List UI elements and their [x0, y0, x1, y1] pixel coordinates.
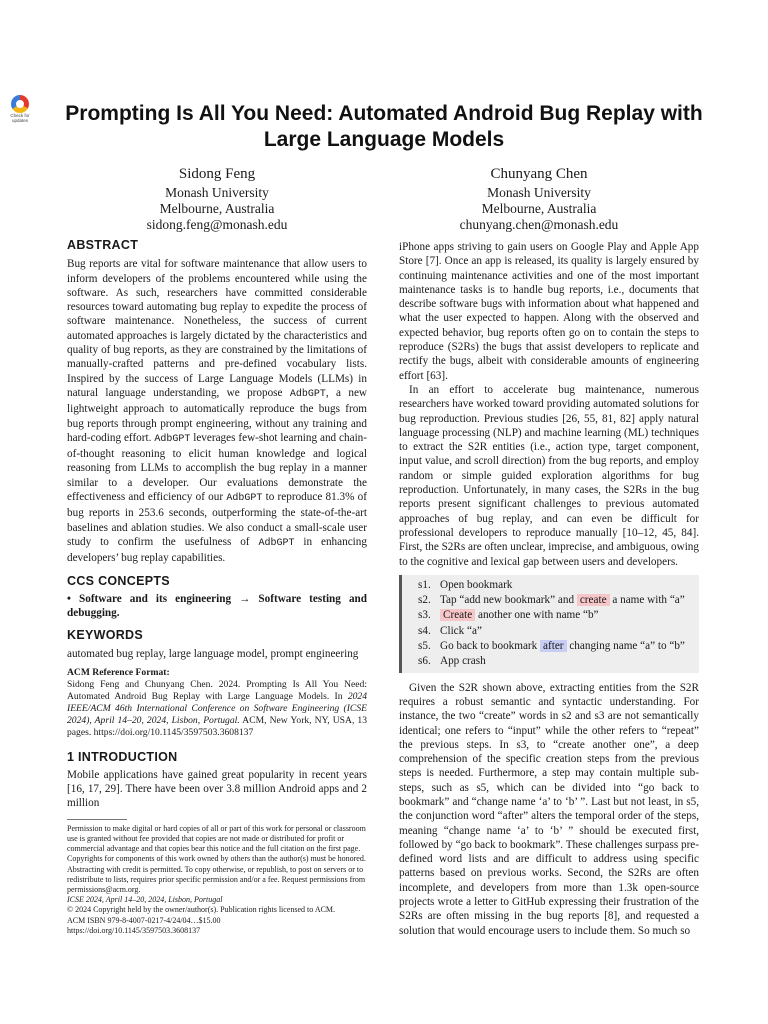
tool-name: AdbGPT: [226, 493, 263, 505]
badge-line1: Check for: [10, 113, 30, 118]
right-column: [399, 240, 699, 938]
author-location: Melbourne, Australia: [481, 201, 597, 216]
author-affiliation: Monash University: [165, 185, 269, 200]
author-block-2: [389, 165, 689, 233]
paper-title: [40, 101, 728, 153]
crossmark-icon: [11, 95, 29, 113]
tool-name: AdbGPT: [258, 537, 295, 549]
paragraph: In an effort to accelerate bug maintenance, numerous researchers have worked toward providing automated solutions for bug reproduction. Previous studies [26, 55, 81, 82] apply natural language processing (NLP) and machine learning (ML) techniques to extract the S2R entities (i.e., action type, target component, input value, and scroll direction) from the bug reports, and employ random or simple guided exploration algorithms for bug reproduction. Unfortunately, in many cases, the S2Rs in the bug reports present significant challenges to previous automated approaches of bug replay, and can even be difficult for professional developers to reproduce manually [10–12, 45, 84]. First, the S2Rs are often unclear, imprecise, and ambiguous, owing to the cognitive and lexical gap between users and developers.: [399, 383, 699, 568]
check-for-updates-badge[interactable]: [5, 95, 35, 127]
highlight-create: Create: [440, 609, 475, 621]
acm-reference: Sidong Feng and Chunyang Chen. 2024. Prompting Is All You Need: Automated Android Bug Replay with Large Language Models. In 2024 IEEE/ACM 46th International Conference on Software Engineering (ICSE 2024), April 14–20, 2024, Lisbon, Portugal. ACM, New York, NY, USA, 13 pages. https://doi.org/10.1145/3597503.3608137: [67, 679, 368, 739]
author-block-1: [67, 165, 367, 233]
abstract-heading: ABSTRACT: [67, 238, 139, 252]
badge-line2: updates: [11, 118, 28, 123]
doi-link[interactable]: https://doi.org/10.1145/3597503.3608137: [67, 925, 201, 935]
highlight-after: after: [540, 640, 567, 652]
footnote: [67, 824, 367, 936]
title-line-2: Large Language Models: [263, 128, 505, 151]
step-item: s4. Click “a”: [418, 624, 482, 637]
tool-name: AdbGPT: [154, 433, 191, 445]
step-item: s5. Go back to bookmark after changing name “a” to “b”: [418, 640, 685, 653]
left-column: [67, 238, 367, 936]
paragraph: iPhone apps striving to gain users on Google Play and Apple App Store [7]. Once an app is released, its quality is largely ensured by continuing maintenance activities and one of the most important maintenance tasks is to handle bug reports, i.e., documents that describe software bugs with information about what happened and what the user expected to happen. Along with the observed and expected behavior, bug reports often go on to contain the steps to reproduce (S2Rs) the bugs that assist developers to replicate and rectify the bugs, albeit with considerable amounts of engineering effort [63].: [399, 241, 699, 382]
acm-ref-heading: ACM Reference Format:: [67, 667, 170, 679]
permission-notice: Permission to make digital or hard copies of all or part of this work for personal or classroom use is granted without fee provided that copies are not made or distributed for profit or commercial advantage and that copies bear this notice and the full citation on the first page. Copyrights for components of this work owned by others than the author(s) must be honored. Abstracting with credit is permitted. To copy otherwise, or republish, to post on servers or to redistribute to lists, requires prior specific permission and/or a fee. Request permissions from permissions@acm.org.: [67, 823, 366, 894]
author-affiliation: Monash University: [487, 185, 591, 200]
s2r-example-box: [399, 575, 699, 673]
introduction-heading: 1 INTRODUCTION: [67, 749, 178, 764]
ccs-heading: CCS CONCEPTS: [67, 573, 170, 588]
author-email[interactable]: chunyang.chen@monash.edu: [459, 217, 619, 232]
author-name: Sidong Feng: [178, 166, 256, 182]
author-location: Melbourne, Australia: [159, 201, 275, 216]
author-email[interactable]: sidong.feng@monash.edu: [146, 217, 288, 232]
author-name: Chunyang Chen: [490, 166, 588, 182]
intro-text: Mobile applications have gained great popularity in recent years [16, 17, 29]. There have been over 3.8 million Android apps and 2 million: [67, 768, 367, 810]
title-line-1: Prompting Is All You Need: Automated Android Bug Replay with: [65, 102, 703, 125]
step-item: s3. Create another one with name “b”: [418, 609, 599, 622]
tool-name: AdbGPT: [289, 388, 326, 400]
step-item: s6. App crash: [418, 655, 486, 668]
keywords-text: automated bug replay, large language model, prompt engineering: [67, 647, 359, 660]
step-item: s1. Open bookmark: [418, 578, 513, 591]
copyright-line: © 2024 Copyright held by the owner/author(s). Publication rights licensed to ACM.: [67, 905, 336, 915]
conference-line: ICSE 2024, April 14–20, 2024, Lisbon, Portugal: [67, 895, 223, 905]
keywords-heading: KEYWORDS: [67, 628, 144, 643]
highlight-create: create: [577, 594, 610, 606]
footnote-rule: [67, 819, 127, 820]
ccs-text: • Software and its engineering → Software testing and debugging.: [67, 592, 367, 620]
paragraph: Given the S2R shown above, extracting entities from the S2R requires a robust semantic and syntactic understanding. For instance, the two “create” words in s2 and s3 are not semantically identical; one refers to “input” while the other refers to “repeat” the previous steps. In s3, to “create another one”, a deep comprehension of the specific creation steps from the previous steps is needed. Furthermore, a step may contain multiple sub-steps, such as s5, which can be divided into “go back to bookmark” and “change name ‘a’ to ‘b’ ”. Last but not least, in s5, the conjunction word “after” alters the temporal order of the steps, meaning “change name ‘a’ to ‘b’ ” should be executed first, followed by “go back to bookmark”. These challenges surpass pre-defined word lists and are difficult to address using specific patterns based on previous works. Second, the S2Rs are often incomplete, and developers from more than 1.3k open-source projects wrote a letter to GitHub expressing their frustration of the S2Rs are often missing in the bug reports [8], and requested a solution that would encourage users to include them. So much so: [399, 681, 699, 937]
isbn-line: ACM ISBN 979-8-4007-0217-4/24/04…$15.00: [67, 915, 221, 925]
step-item: s2. Tap “add new bookmark” and create a name with “a”: [418, 594, 685, 607]
abstract-text: Bug reports are vital for software maintenance that allow users to inform developers of the problems encountered while using the software. As such, researchers have committed considerable resources toward automating bug replay to expedite the process of software maintenance. Nonetheless, the success of current automated approaches is largely dictated by the characteristics and quality of bug reports, as they are constrained by the limitations of manually-crafted patterns and pre-defined vocabulary lists. Inspired by the success of Large Language Models (LLMs) in natural language understanding, we propose AdbGPT, a new lightweight approach to automatically reproduce the bugs from bug reports through prompt engineering, without any training and hard-coding effort. AdbGPT leverages few-shot learning and chain-of-thought reasoning to elicit human knowledge and logical reasoning from LLMs to accomplish the bug replay in a manner similar to a developer. Our evaluations demonstrate the effectiveness and efficiency of our AdbGPT to reproduce 81.3% of bug reports in 253.6 seconds, outperforming the state-of-the-art baselines and ablation studies. We also conduct a small-scale user study to confirm the usefulness of AdbGPT in enhancing developers’ bug replay capabilities.: [67, 258, 368, 565]
